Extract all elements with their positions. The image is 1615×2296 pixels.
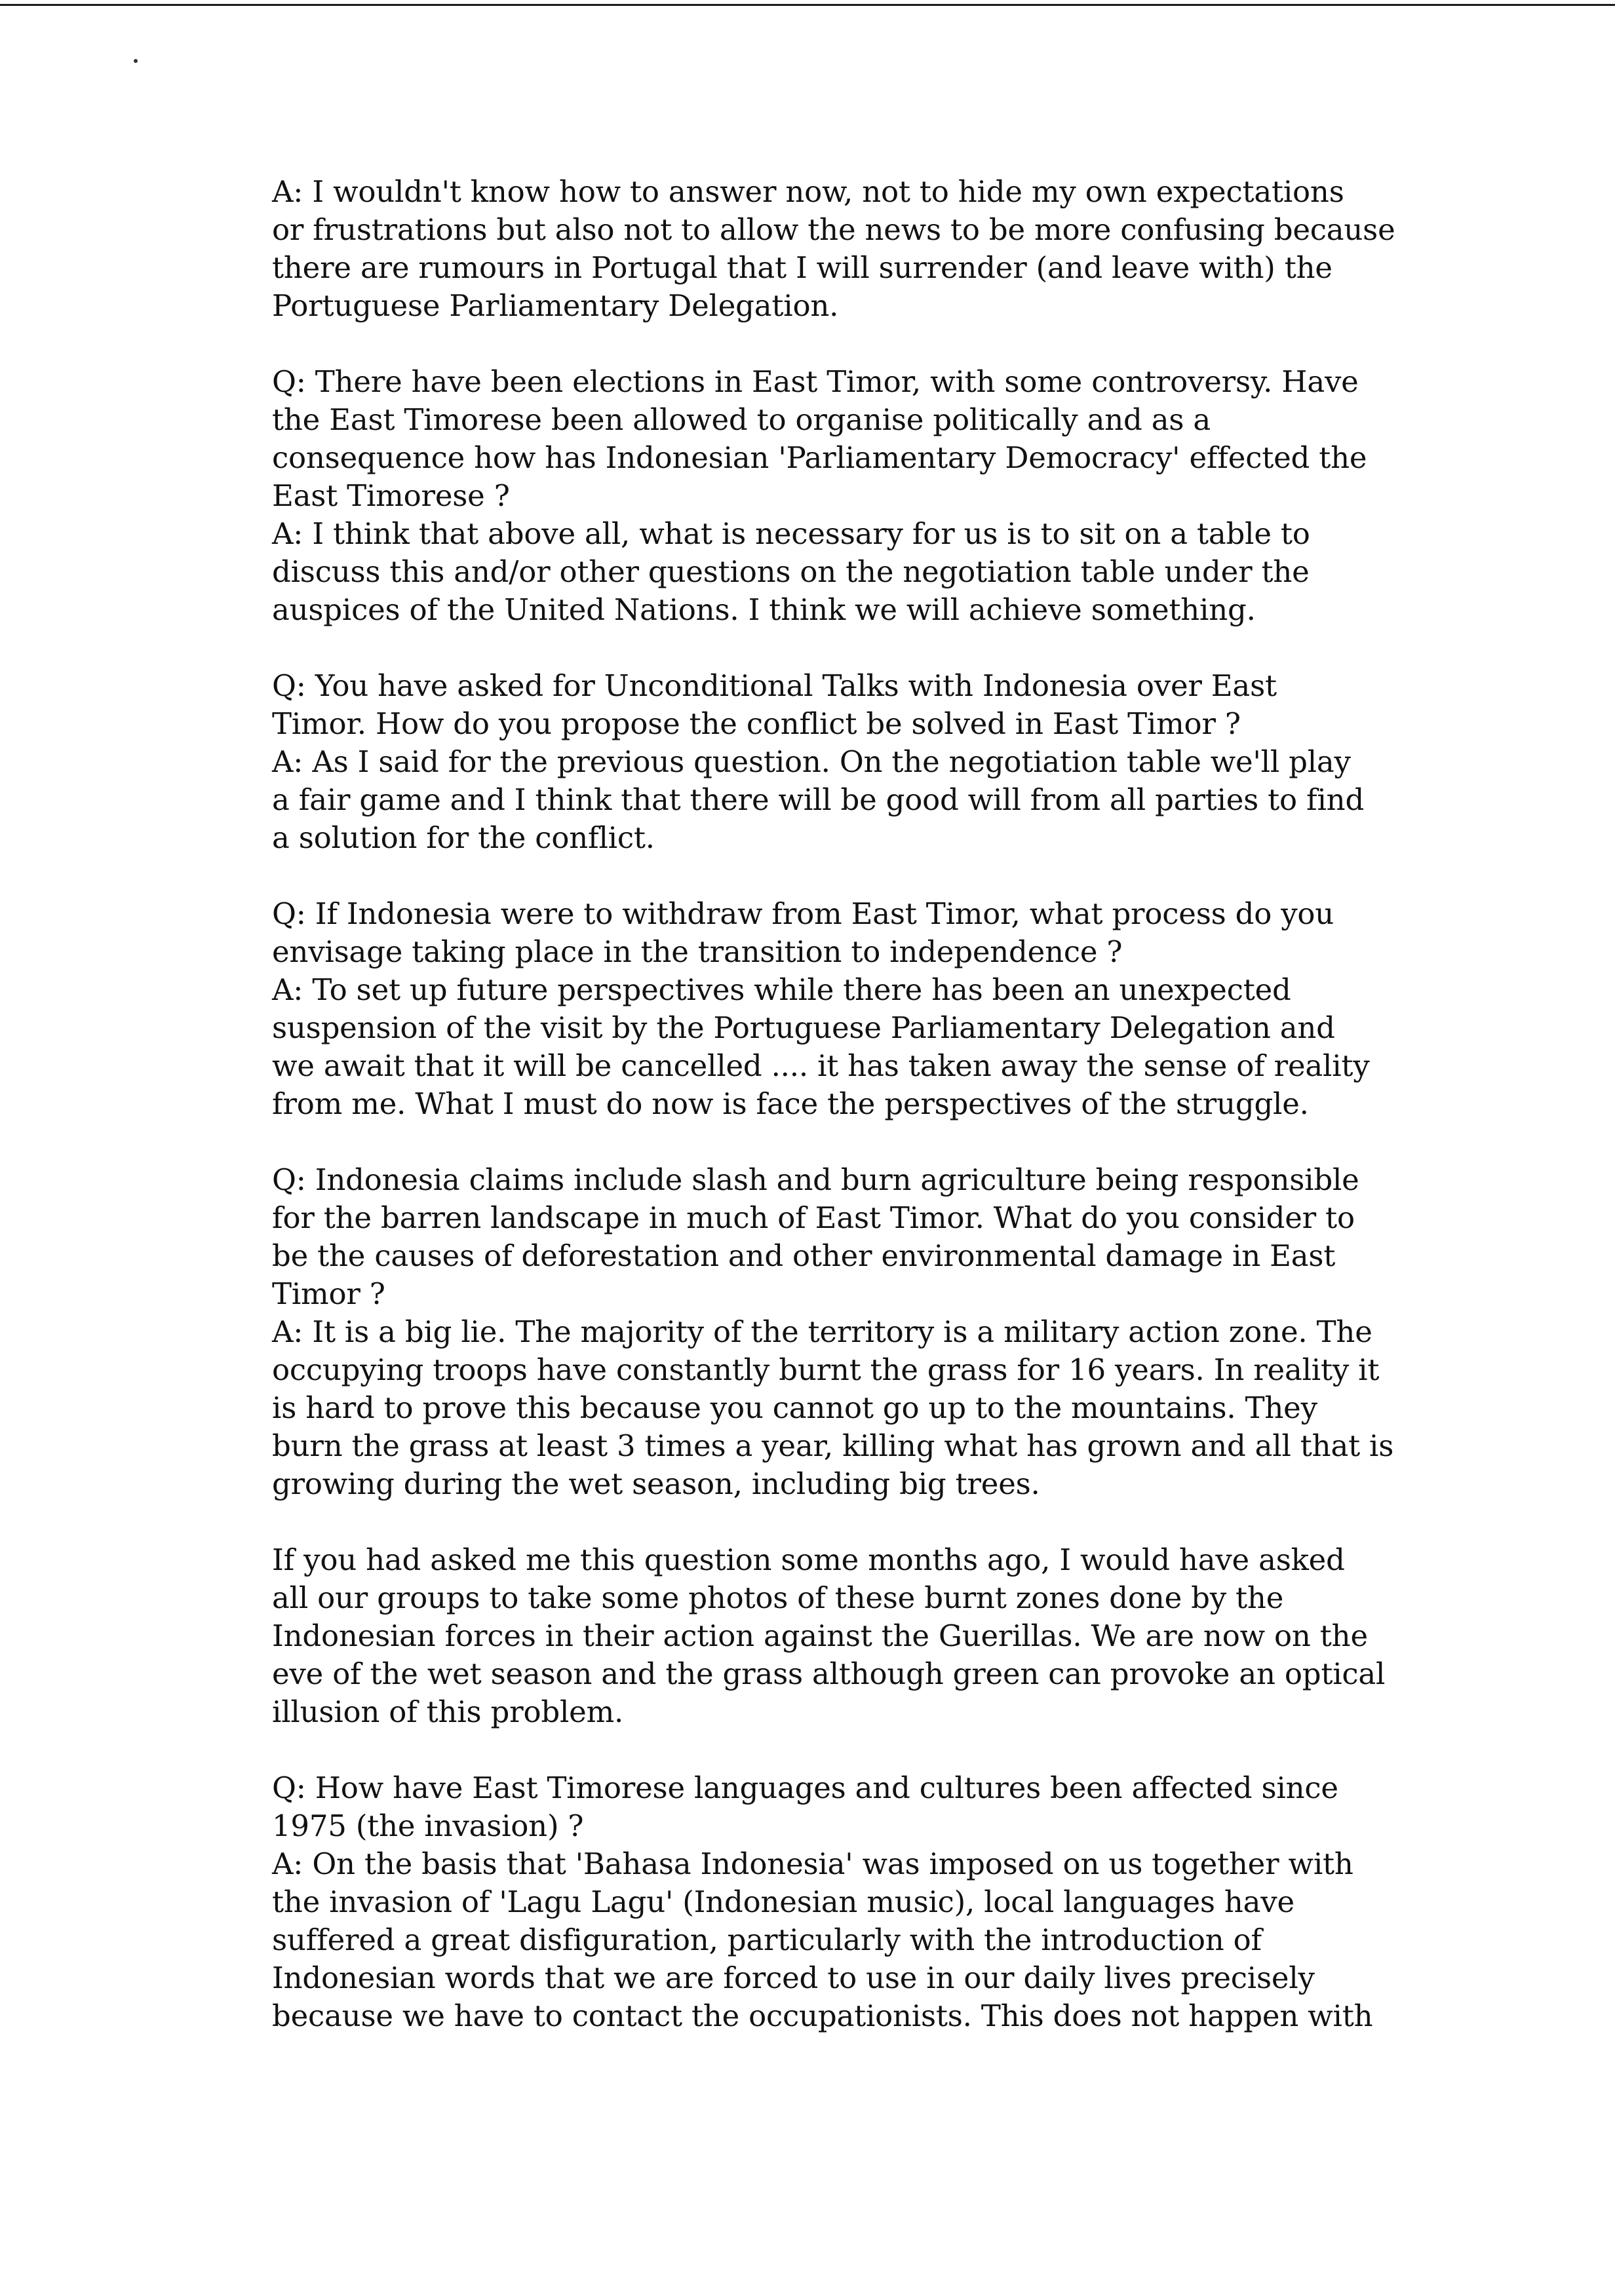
text-line: burn the grass at least 3 times a year, killing what has grown and all that is — [272, 1428, 1394, 1463]
text-line: is hard to prove this because you cannot go up to the mountains. They — [272, 1390, 1317, 1425]
text-line: growing during the wet season, including big trees. — [272, 1466, 1040, 1501]
scan-speck — [134, 59, 138, 63]
text-line: there are rumours in Portugal that I will surrender (and leave with) the — [272, 250, 1333, 285]
text-line: for the barren landscape in much of East Timor. What do you consider to — [272, 1200, 1355, 1235]
text-line: a fair game and I think that there will be good will from all parties to find — [272, 782, 1365, 817]
text-line: the East Timorese been allowed to organise politically and as a — [272, 402, 1211, 437]
document-page — [272, 173, 1432, 2073]
text-line: Q: Indonesia claims include slash and burn agriculture being responsible — [272, 1162, 1359, 1197]
text-line: A: It is a big lie. The majority of the territory is a military action zone. The — [272, 1314, 1372, 1349]
text-line: be the causes of deforestation and other environmental damage in East — [272, 1238, 1336, 1273]
text-line: consequence how has Indonesian 'Parliamentary Democracy' effected the — [272, 440, 1367, 475]
text-line: If you had asked me this question some months ago, I would have asked — [272, 1542, 1345, 1577]
text-line: A: As I said for the previous question. On the negotiation table we'll play — [272, 744, 1351, 779]
text-line: Timor ? — [272, 1276, 385, 1311]
text-line: Portuguese Parliamentary Delegation. — [272, 288, 839, 323]
text-line: Q: You have asked for Unconditional Talks with Indonesia over East — [272, 668, 1277, 703]
paragraph-burnt-zones — [272, 1541, 1432, 1731]
text-line: Q: How have East Timorese languages and cultures been affected since — [272, 1770, 1338, 1805]
text-line: occupying troops have constantly burnt the grass for 16 years. In reality it — [272, 1352, 1380, 1387]
text-line: Timor. How do you propose the conflict be solved in East Timor ? — [272, 706, 1241, 741]
paragraph-deforestation-qa — [272, 1161, 1432, 1503]
paragraph-expectations-answer — [272, 173, 1432, 325]
text-line: eve of the wet season and the grass although green can provoke an optical — [272, 1656, 1386, 1691]
text-line: East Timorese ? — [272, 478, 510, 513]
top-border-line — [0, 4, 1615, 6]
text-line: suffered a great disfiguration, particularly with the introduction of — [272, 1923, 1262, 1957]
text-line: we await that it will be cancelled .... it has taken away the sense of reality — [272, 1048, 1370, 1083]
text-line: Indonesian forces in their action against the Guerillas. We are now on the — [272, 1618, 1368, 1653]
text-line: suspension of the visit by the Portuguese Parliamentary Delegation and — [272, 1010, 1335, 1045]
paragraph-elections-qa — [272, 363, 1432, 629]
text-line: 1975 (the invasion) ? — [272, 1808, 584, 1843]
text-line: discuss this and/or other questions on the negotiation table under the — [272, 554, 1310, 589]
text-line: from me. What I must do now is face the perspectives of the struggle. — [272, 1086, 1309, 1121]
text-line: Q: If Indonesia were to withdraw from East Timor, what process do you — [272, 896, 1334, 931]
paragraph-talks-qa — [272, 667, 1432, 857]
text-line: or frustrations but also not to allow the news to be more confusing because — [272, 212, 1395, 247]
text-line: all our groups to take some photos of these burnt zones done by the — [272, 1580, 1284, 1615]
paragraph-languages-qa — [272, 1769, 1432, 2035]
text-line: Indonesian words that we are forced to use in our daily lives precisely — [272, 1961, 1315, 1995]
text-line: the invasion of 'Lagu Lagu' (Indonesian music), local languages have — [272, 1885, 1294, 1919]
text-line: auspices of the United Nations. I think we will achieve something. — [272, 592, 1256, 627]
text-line: A: I think that above all, what is necessary for us is to sit on a table to — [272, 516, 1310, 551]
text-line: A: I wouldn't know how to answer now, not to hide my own expectations — [272, 174, 1344, 209]
text-line: because we have to contact the occupationists. This does not happen with — [272, 1999, 1373, 2033]
paragraph-transition-qa — [272, 895, 1432, 1123]
text-line: A: On the basis that 'Bahasa Indonesia' was imposed on us together with — [272, 1846, 1353, 1881]
text-line: Q: There have been elections in East Timor, with some controversy. Have — [272, 364, 1359, 399]
text-line: a solution for the conflict. — [272, 820, 655, 855]
text-line: envisage taking place in the transition to independence ? — [272, 934, 1123, 969]
text-line: illusion of this problem. — [272, 1694, 624, 1729]
text-line: A: To set up future perspectives while there has been an unexpected — [272, 972, 1291, 1007]
